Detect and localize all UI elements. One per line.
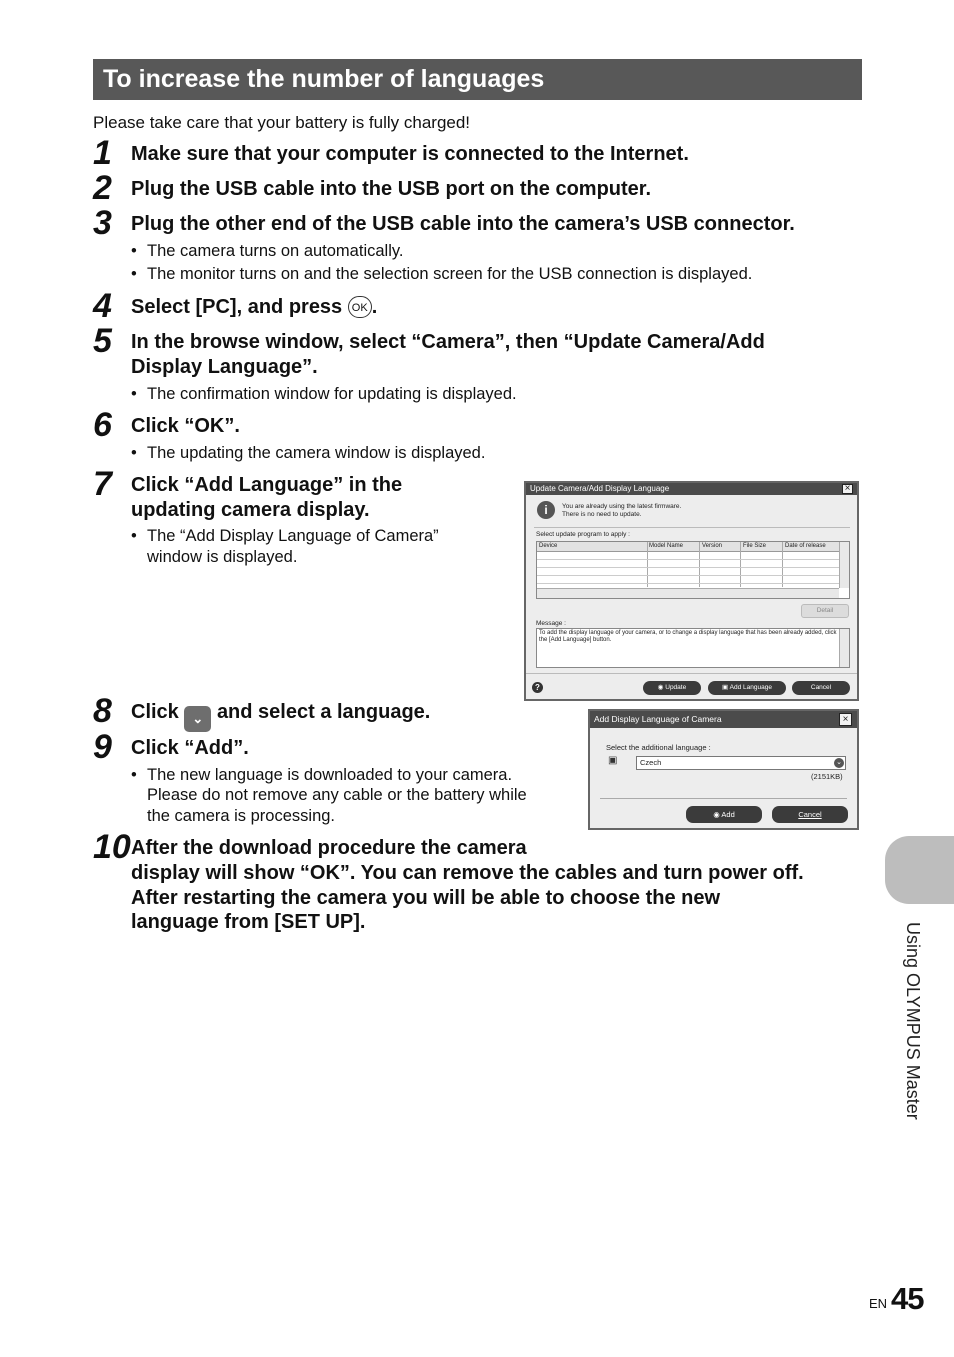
info-icon: i	[537, 501, 555, 519]
step-text: Select [PC], and press OK .	[131, 296, 378, 318]
chapter-label: Using OLYMPUS Master	[903, 922, 923, 1120]
row-line	[537, 567, 839, 568]
step-number: 7	[93, 465, 112, 503]
language-select[interactable]	[636, 756, 846, 770]
message-line: To add the display language of your camera, or to change a display language that has been already added, click	[539, 630, 837, 636]
step-text: Plug the other end of the USB cable into the camera’s USB connector.	[131, 213, 795, 235]
step-number: 4	[93, 287, 112, 325]
column-header-file-size[interactable]: File Size	[743, 543, 767, 549]
divider	[534, 527, 850, 528]
step-text: Click “Add Language” in the	[131, 474, 403, 496]
vertical-scrollbar[interactable]	[839, 542, 849, 588]
update-program-list[interactable]	[536, 541, 850, 599]
message-line: the [Add Language] button.	[539, 637, 612, 643]
ok-button-icon: OK	[348, 296, 372, 318]
help-icon[interactable]: ?	[532, 682, 543, 693]
step-text: Make sure that your computer is connected to the Internet.	[131, 143, 689, 165]
step-text: After the download procedure the camera	[131, 837, 527, 859]
column-header-version[interactable]: Version	[702, 543, 723, 549]
divider	[526, 673, 857, 674]
step-text: Plug the USB cable into the USB port on the computer.	[131, 178, 652, 200]
window-title: Update Camera/Add Display Language	[526, 483, 857, 495]
horizontal-scrollbar[interactable]	[537, 588, 839, 598]
step-number: 8	[93, 692, 112, 730]
row-line	[537, 559, 839, 560]
step-number: 6	[93, 406, 112, 444]
section-banner	[93, 59, 862, 100]
add-language-window	[588, 709, 859, 830]
column-divider	[740, 542, 741, 587]
intro-text: Please take care that your battery is fully charged!	[93, 113, 471, 132]
step-text: Click “OK”.	[131, 415, 240, 437]
info-line: You are already using the latest firmware.	[562, 503, 682, 510]
section-title: To increase the number of languages	[103, 65, 545, 93]
message-box	[536, 628, 850, 668]
language-icon: ▣	[722, 684, 729, 691]
column-divider	[699, 542, 700, 587]
selected-language: Czech	[640, 758, 662, 767]
step-text: language from [SET UP].	[131, 911, 366, 933]
file-size: (2151KB)	[811, 772, 843, 781]
column-header-model[interactable]: Model Name	[649, 543, 684, 549]
chapter-tab	[885, 836, 954, 904]
step-text: After restarting the camera you will be able to choose the new	[131, 887, 721, 909]
chevron-down-icon: ⌄	[184, 706, 211, 732]
row-line	[537, 583, 839, 584]
page-language: EN	[869, 1296, 888, 1311]
close-icon[interactable]: ×	[839, 713, 852, 726]
select-program-label: Select update program to apply :	[536, 531, 630, 538]
info-line: There is no need to update.	[562, 511, 642, 518]
camera-icon: ◉	[657, 684, 664, 691]
page-number: 45	[891, 1281, 924, 1316]
column-divider	[647, 542, 648, 587]
detail-button[interactable]: Detail	[801, 604, 849, 618]
message-label: Message :	[536, 620, 566, 627]
step-number: 5	[93, 322, 112, 360]
add-language-button[interactable]: ▣ Add Language	[708, 681, 786, 695]
step-number: 2	[93, 169, 112, 207]
chevron-down-icon[interactable]: ⌄	[834, 758, 844, 768]
step-number: 3	[93, 204, 112, 242]
cancel-button[interactable]: Cancel	[792, 681, 850, 695]
step-number: 10	[93, 828, 131, 866]
camera-icon: ◉	[713, 810, 720, 819]
step-text: In the browse window, select “Camera”, then “Update Camera/Add	[131, 331, 765, 353]
step-number: 9	[93, 728, 112, 766]
step-text: Display Language”.	[131, 356, 318, 378]
divider	[600, 798, 847, 799]
update-camera-window	[524, 481, 859, 701]
select-language-label: Select the additional language :	[606, 743, 711, 752]
column-header-date[interactable]: Date of release	[785, 543, 826, 549]
vertical-scrollbar[interactable]	[839, 629, 849, 667]
step-number: 1	[93, 134, 112, 172]
window-title: Add Display Language of Camera	[590, 711, 857, 728]
language-icon: ▣	[608, 755, 618, 766]
step-text: display will show “OK”. You can remove the cables and turn power off.	[131, 862, 804, 884]
close-icon[interactable]: ×	[842, 484, 853, 494]
cancel-button[interactable]: Cancel	[772, 806, 848, 823]
step-text: Click “Add”.	[131, 737, 249, 759]
row-line	[537, 575, 839, 576]
step-text: updating camera display.	[131, 499, 370, 521]
column-divider	[782, 542, 783, 587]
column-header-device[interactable]: Device	[539, 543, 558, 549]
step-text: Click ⌄ and select a language.	[131, 700, 430, 732]
add-button[interactable]: ◉ Add	[686, 806, 762, 823]
update-button[interactable]: ◉ Update	[643, 681, 701, 695]
